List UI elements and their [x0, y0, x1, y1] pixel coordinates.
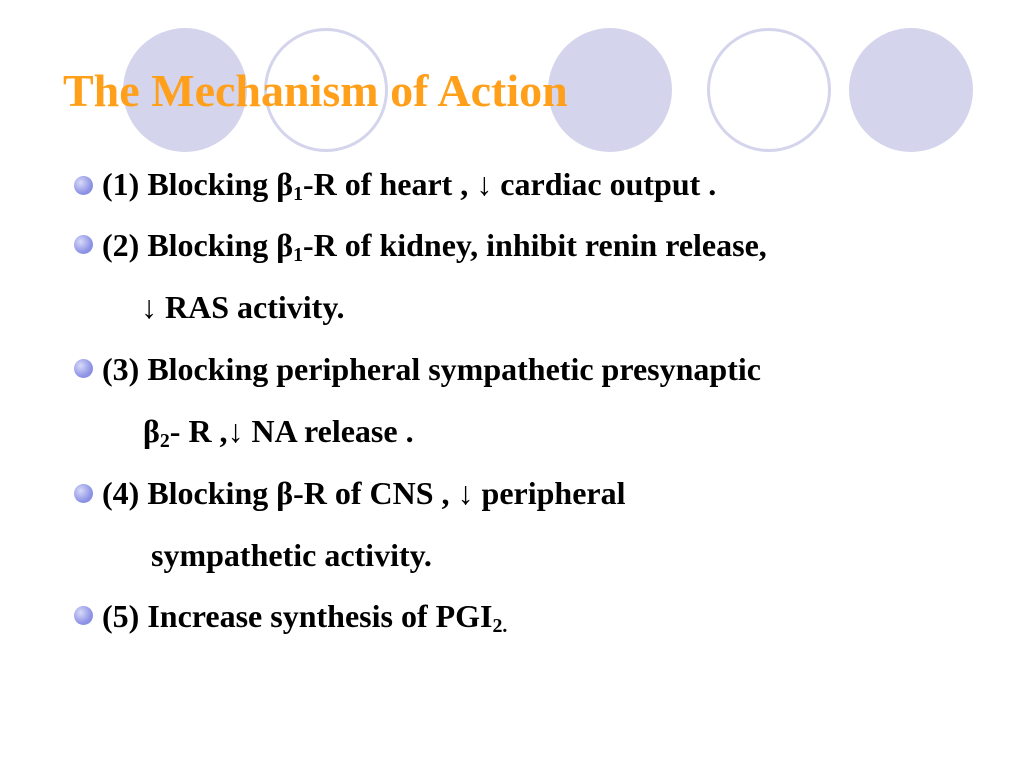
bullet-item-1-line-1: (1) Blocking $\beta_1-R$ of heart , ↓ cardiac output .: [102, 166, 717, 205]
subscript: 2: [159, 429, 170, 452]
slide-title: The Mechanism of Action: [63, 65, 568, 116]
decor-circle-5: [849, 28, 973, 152]
bullet-item-4-line-1: (4) Blocking β-R of CNS , ↓ peripheral: [102, 475, 626, 511]
subscript: 1: [293, 243, 304, 266]
bullet-item-5-line-1: (5) Increase synthesis of $PGI_{2.}$: [102, 598, 508, 637]
subscript: 2.: [492, 614, 508, 637]
bullet-item-2-line-2: ↓ RAS activity.: [141, 289, 345, 325]
bullet-item-3-line-2: $\beta_2-$ R ,↓ NA release .: [143, 413, 414, 452]
bullet-icon: [74, 176, 93, 195]
subscript: 1: [293, 182, 304, 205]
bullet-icon: [74, 484, 93, 503]
bullet-icon: [74, 359, 93, 378]
decor-circle-4: [707, 28, 831, 152]
bullet-item-3-line-1: (3) Blocking peripheral sympathetic presynaptic: [102, 351, 761, 387]
bullet-item-2-line-1: (2) Blocking $\beta_1-R$ of kidney, inhibit renin release,: [102, 227, 767, 266]
bullet-item-4-line-2: sympathetic activity.: [151, 537, 432, 573]
bullet-icon: [74, 606, 93, 625]
bullet-icon: [74, 235, 93, 254]
